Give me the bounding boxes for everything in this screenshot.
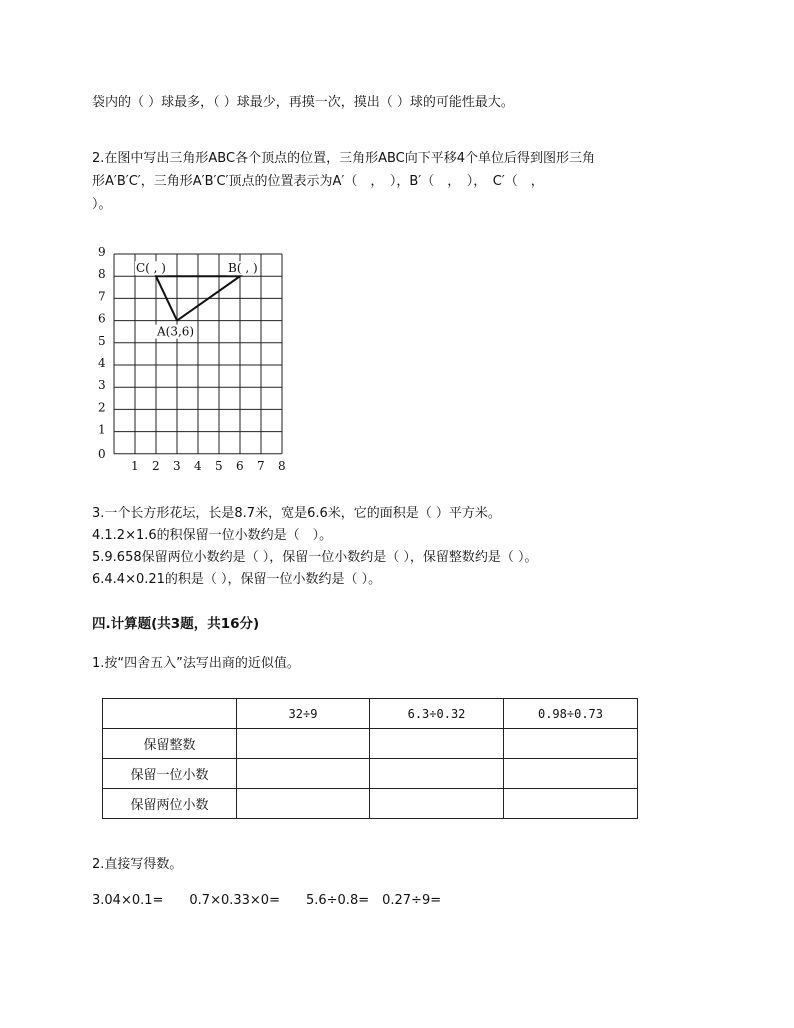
row-label: 保留一位小数 (103, 759, 237, 789)
row-label: 保留两位小数 (103, 789, 237, 819)
question-3: 3.一个长方形花坛，长是8.7米，宽是6.6米，它的面积是（ ）平方米。 (92, 506, 501, 521)
table-header-cell (103, 699, 237, 729)
vertex-label-a: A(3,6) (157, 324, 195, 339)
answer-cell[interactable] (237, 759, 370, 789)
question-2-line-3: ）。 (92, 197, 112, 212)
question-2-line-1: 2.在图中写出三角形ABC各个顶点的位置，三角形ABC向下平移4个单位后得到图形三角 (92, 151, 595, 166)
calc-question-1: 1.按“四舍五入”法写出商的近似值。 (92, 656, 300, 671)
previous-question-tail: 袋内的（ ）球最多，（ ）球最少，再摸一次，摸出（ ）球的可能性最大。 (92, 95, 514, 110)
answer-cell[interactable] (237, 729, 370, 759)
table-header-cell: 32÷9 (237, 699, 370, 729)
x-tick-label: 2 (152, 458, 160, 470)
grid-lines (114, 254, 282, 454)
y-tick-label: 0 (98, 446, 106, 461)
question-2-line-2: 形A′B′C′，三角形A′B′C′顶点的位置表示为A′（ ， ），B′（ ， ）， C′（ ， (92, 174, 544, 189)
table-header-row (103, 699, 638, 729)
y-tick-label: 9 (98, 245, 106, 259)
section-4-title: 四.计算题(共3题，共16分) (92, 616, 260, 632)
table-row (103, 729, 638, 759)
x-tick-label: 1 (131, 458, 139, 470)
y-tick-label: 5 (98, 333, 106, 348)
answer-cell[interactable] (370, 759, 504, 789)
vertex-label-b: B( , ) (228, 261, 258, 276)
answer-cell[interactable] (504, 729, 638, 759)
calc-question-2: 2.直接写得数。 (92, 857, 183, 872)
y-tick-label: 6 (98, 311, 106, 326)
question-5: 5.9.658保留两位小数约是（ ），保留一位小数约是（ ），保留整数约是（ ）。 (92, 550, 538, 565)
x-tick-label: 8 (278, 458, 286, 470)
answer-cell[interactable] (504, 759, 638, 789)
answer-cell[interactable] (370, 789, 504, 819)
y-tick-label: 2 (98, 400, 106, 415)
y-tick-label: 7 (98, 289, 106, 304)
x-tick-label: 6 (236, 458, 244, 470)
y-tick-label: 8 (98, 267, 106, 282)
x-tick-label: 4 (194, 458, 202, 470)
answer-cell[interactable] (237, 789, 370, 819)
calc-question-2-items: 3.04×0.1= 0.7×0.33×0= 5.6÷0.8= 0.27÷9= (92, 893, 442, 908)
y-tick-label: 3 (98, 378, 106, 393)
approximation-table (102, 698, 638, 819)
question-2 (92, 149, 595, 215)
table-row (103, 759, 638, 789)
question-4: 4.1.2×1.6的积保留一位小数约是（ ）。 (92, 528, 333, 543)
answer-cell[interactable] (370, 729, 504, 759)
answer-cell[interactable] (504, 789, 638, 819)
y-tick-label: 1 (98, 422, 106, 437)
y-axis-labels (98, 245, 106, 461)
x-tick-label: 5 (215, 458, 223, 470)
x-tick-label: 7 (257, 458, 265, 470)
table-header-cell: 0.98÷0.73 (504, 699, 638, 729)
vertex-label-c: C( , ) (136, 261, 166, 276)
y-tick-label: 4 (98, 356, 106, 370)
table-header-cell: 6.3÷0.32 (370, 699, 504, 729)
coordinate-grid-figure (92, 240, 302, 470)
x-tick-label: 3 (173, 458, 181, 470)
table-row (103, 789, 638, 819)
question-6: 6.4.4×0.21的积是（ ），保留一位小数约是（ ）。 (92, 572, 382, 587)
x-axis-labels (131, 459, 286, 470)
row-label: 保留整数 (103, 729, 237, 759)
